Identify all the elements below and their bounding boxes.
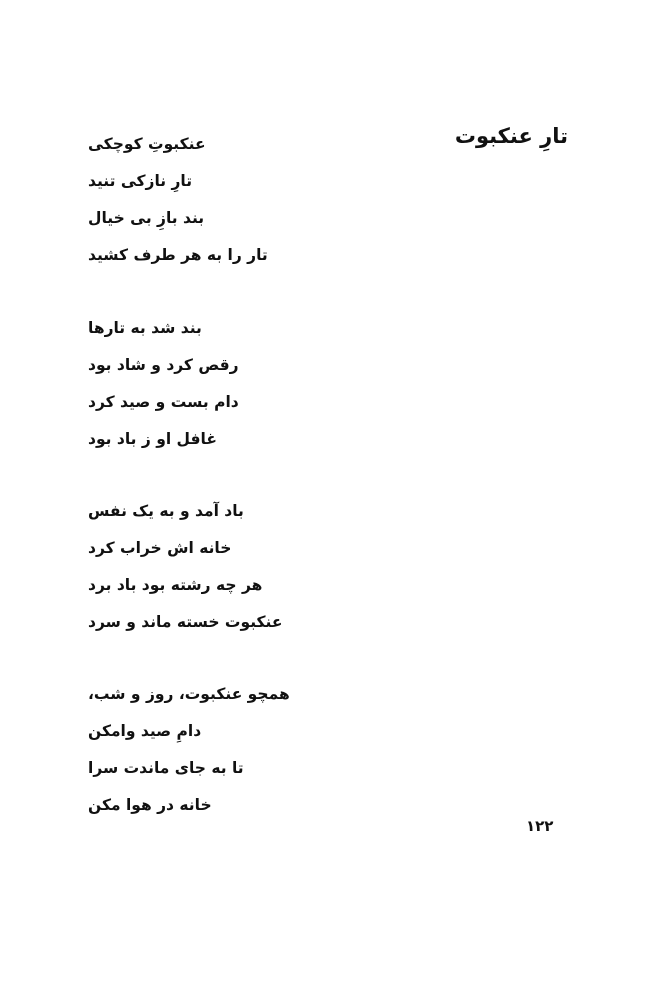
stanza-1	[88, 126, 388, 274]
poem-line: تار را به هر طرف کشید	[88, 246, 268, 264]
poem-line: بند شد به تارها	[88, 319, 202, 337]
poem-line: بند بازِ بی خیال	[88, 209, 205, 227]
poem-line: دام بست و صید کرد	[88, 393, 239, 411]
page-number: ۱۲۲	[526, 817, 554, 835]
poem-line: همچو عنکبوت، روز و شب،	[88, 685, 290, 703]
poem-line: هر چه رشته بود باد برد	[88, 576, 263, 594]
poem-line: رقص کرد و شاد بود	[88, 356, 239, 374]
poem-line: عنکبوت خسته ماند و سرد	[88, 613, 283, 631]
poem-line: عنکبوتِ کوچکی	[88, 135, 206, 153]
poem-line: غافل او ز باد بود	[88, 430, 217, 448]
poem-line: تارِ نازکی تنید	[88, 172, 193, 190]
stanza-4	[88, 676, 388, 824]
poem-line: دامِ صید وامکن	[88, 722, 202, 740]
poem-line: خانه اش خراب کرد	[88, 539, 232, 557]
poem-line: تا به جای ماندت سرا	[88, 759, 244, 777]
stanza-3	[88, 493, 388, 641]
poem-title: تارِ عنکبوت	[454, 124, 568, 148]
poem-line: خانه در هوا مکن	[88, 796, 212, 814]
stanza-2	[88, 310, 388, 458]
poem-line: باد آمد و به یک نفس	[88, 502, 244, 520]
